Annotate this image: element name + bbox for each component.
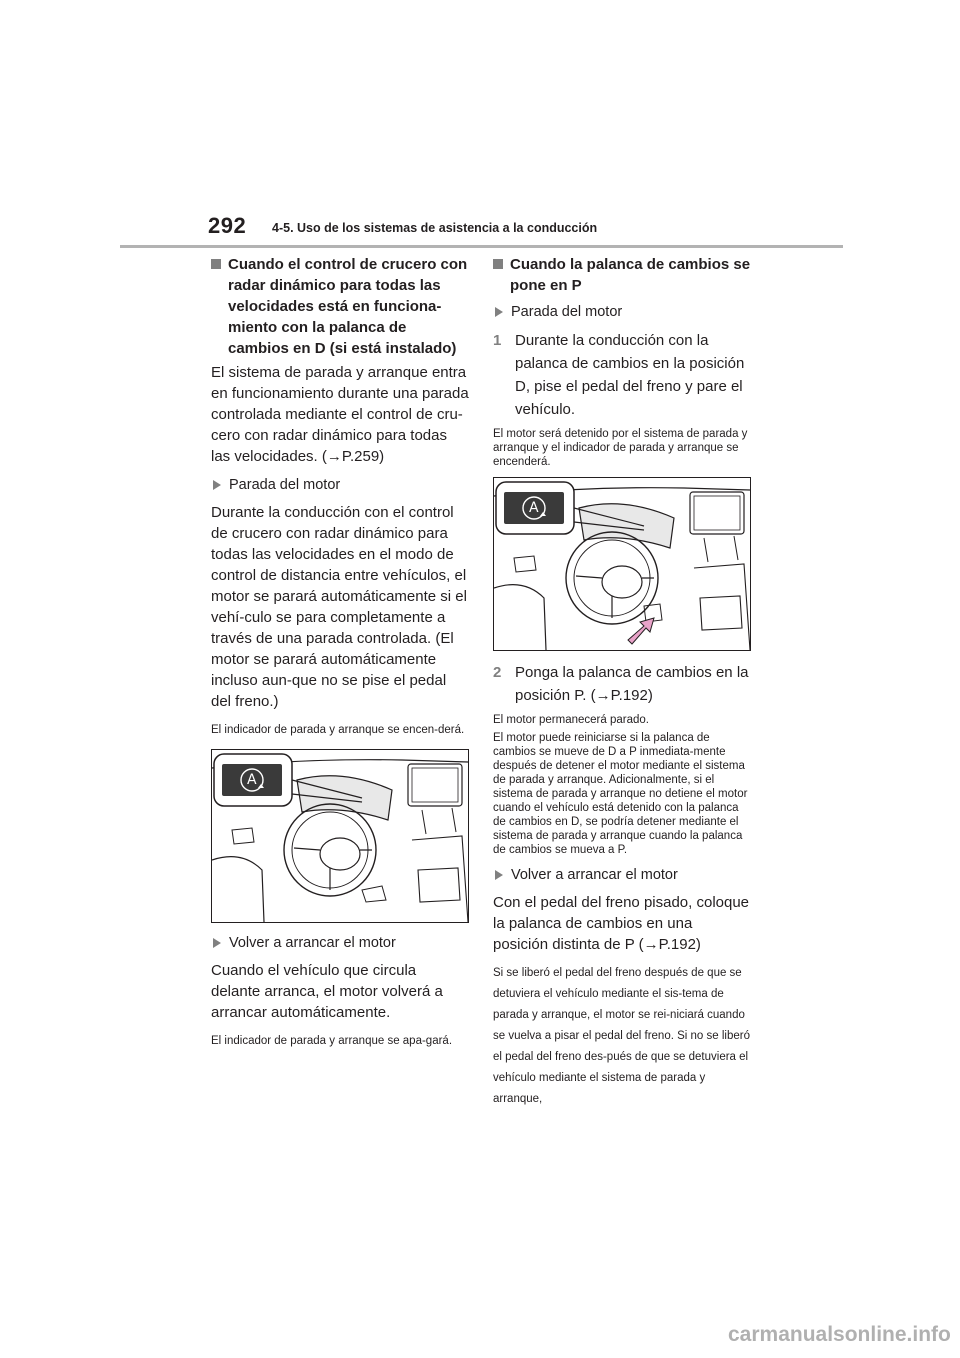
right-note-brake: Si se liberó el pedal del freno después de que se detuviera el vehículo mediante el sis-tema de parada y arranque, el motor se rei-niciará cuando se vuelva a pisar el pedal del freno. Si no se liberó el pedal del freno des-pués de que se detuviera el vehículo mediante el sistema de parada y arranque, <box>493 967 750 1105</box>
left-column <box>211 254 469 1060</box>
right-bullet-stop-text: Parada del motor <box>511 304 623 320</box>
dashboard-illustration-left <box>211 749 469 923</box>
left-body-stop: Durante la conducción con el control de crucero con radar dinámico para todas las velocidades en el modo de control de distancia entre vehículos, el motor se parará automáticamente si el vehí-culo se para completamente a través de una parada controlada. (El motor se parará automáticamente incluso aun-que no se pise el pedal del freno.) <box>211 504 467 710</box>
left-bullet-restart-text: Volver a arrancar el motor <box>229 935 396 951</box>
square-bullet-icon <box>211 259 221 269</box>
page-number: 292 <box>208 213 247 238</box>
step-1-text: Durante la conducción con la palanca de cambios en la posición D, pise el pedal del freno y pare el vehículo. <box>515 332 745 418</box>
header-rule <box>120 245 843 248</box>
right-note-stop: El motor será detenido por el sistema de parada y arranque y el indicador de parada y arranque se encenderá. <box>493 428 748 468</box>
square-bullet-icon <box>493 259 503 269</box>
left-bullet-stop <box>211 475 469 496</box>
watermark: carmanualsonline.info <box>728 1323 951 1346</box>
step-number: 2 <box>493 664 502 681</box>
triangle-bullet-icon <box>495 870 503 880</box>
left-note-restart: El indicador de parada y arranque se apa-gará. <box>211 1035 453 1047</box>
left-intro: El sistema de parada y arranque entra en funcionamiento durante una parada controlada mediante el control de cru-cero con radar dinámico para todas las velocidades. (→P.259) <box>211 364 469 465</box>
dashboard-illustration-right <box>493 477 751 651</box>
right-note-parked: El motor permanecerá parado. <box>493 714 649 726</box>
right-bullet-restart <box>493 865 751 886</box>
triangle-bullet-icon <box>495 307 503 317</box>
step-1 <box>493 329 751 421</box>
triangle-bullet-icon <box>213 938 221 948</box>
left-bullet-stop-text: Parada del motor <box>229 477 341 493</box>
left-heading-text: Cuando el control de crucero con radar dinámico para todas las velocidades está en funciona-miento con la palanca de cambios en D (si está instalado) <box>228 256 468 357</box>
right-note-restart-info: El motor puede reiniciarse si la palanca de cambios se mueve de D a P inmediata-mente después de detener el motor mediante el sistema de parada y arranque. Adicionalmente, si el sistema de parada y arranque no detiene el motor cuando el vehículo está detenido con la palanca de cambios en D, se podría detener mediante el sistema de parada y arranque cuando la palanca de cambios se mueva a P. <box>493 732 748 856</box>
triangle-bullet-icon <box>213 480 221 490</box>
section-title: 4-5. Uso de los sistemas de asistencia a la conducción <box>272 221 598 235</box>
step-2 <box>493 661 751 707</box>
left-note-stop: El indicador de parada y arranque se encen-derá. <box>211 724 465 736</box>
right-column <box>493 254 751 1118</box>
indicator-label-a: A <box>529 500 539 516</box>
indicator-label-a: A <box>247 772 257 788</box>
step-number: 1 <box>493 332 502 349</box>
left-bullet-restart <box>211 933 469 954</box>
right-heading <box>493 254 751 296</box>
right-heading-text: Cuando la palanca de cambios se pone en P <box>510 256 751 294</box>
right-bullet-restart-text: Volver a arrancar el motor <box>511 867 678 883</box>
right-body-restart: Con el pedal del freno pisado, coloque la palanca de cambios en una posición distinta de P (→P.192) <box>493 894 750 953</box>
left-body-restart: Cuando el vehículo que circula delante arranca, el motor volverá a arrancar automáticamente. <box>211 962 443 1021</box>
step-2-text: Ponga la palanca de cambios en la posición P. (→P.192) <box>515 664 749 704</box>
right-bullet-stop <box>493 302 751 323</box>
left-heading <box>211 254 469 359</box>
